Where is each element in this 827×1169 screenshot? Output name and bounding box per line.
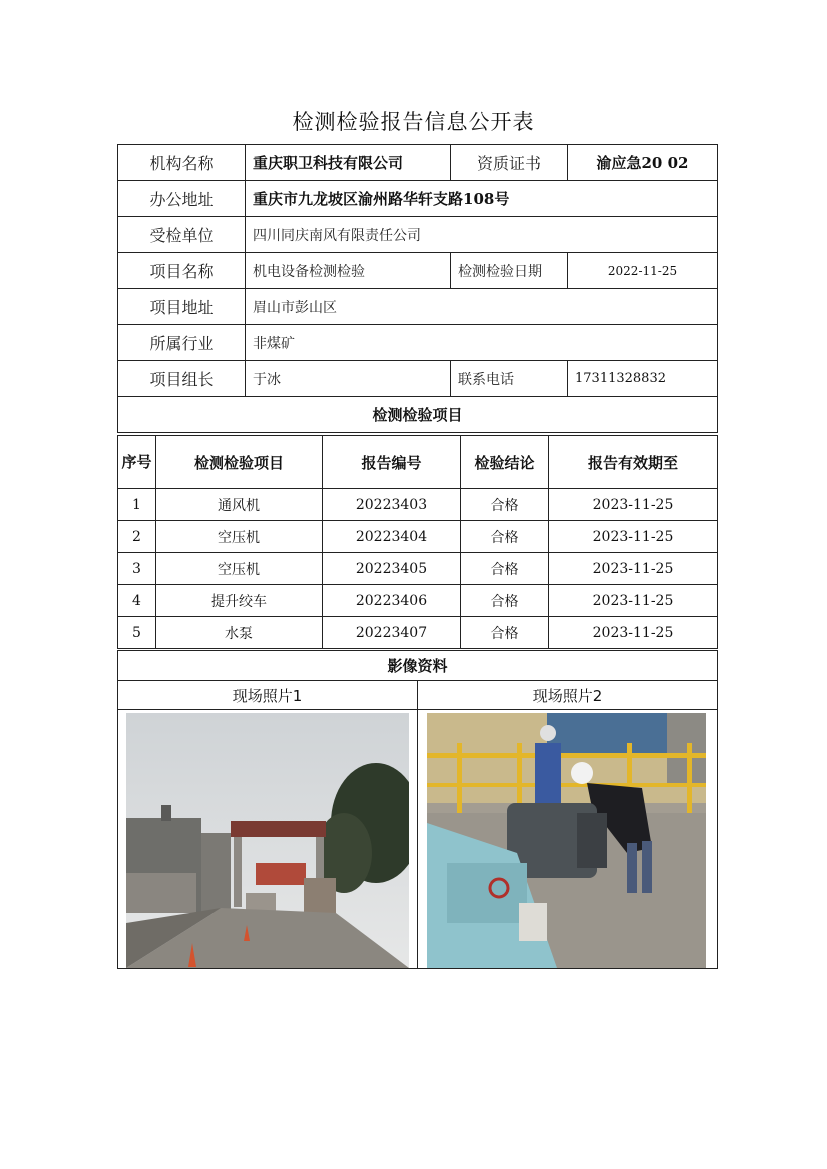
site-photo-2 (427, 713, 706, 968)
org-label: 机构名称 (118, 145, 246, 181)
project-value: 机电设备检测检验 (246, 253, 451, 289)
address-value: 重庆市九龙坡区渝州路华轩支路108号 (246, 181, 718, 217)
table-row (118, 489, 718, 521)
cert-value: 渝应急20 02 (568, 145, 718, 181)
photo2-label: 现场照片2 (418, 681, 718, 710)
site-photo-1 (126, 713, 409, 968)
leader-row (118, 361, 718, 397)
org-value: 重庆职卫科技有限公司 (246, 145, 451, 181)
row-conclusion: 合格 (461, 617, 549, 649)
project-label: 项目名称 (118, 253, 246, 289)
row-item: 空压机 (156, 553, 323, 585)
row-conclusion: 合格 (461, 553, 549, 585)
index-header: 序号 (118, 436, 156, 489)
valid-until-header: 报告有效期至 (549, 436, 718, 489)
media-section-title: 影像资料 (118, 651, 718, 681)
row-index: 3 (118, 553, 156, 585)
conclusion-header: 检验结论 (461, 436, 549, 489)
phone-value: 17311328832 (568, 361, 718, 397)
date-value: 2022-11-25 (568, 253, 718, 289)
row-conclusion: 合格 (461, 585, 549, 617)
project-row (118, 253, 718, 289)
items-section-title: 检测检验项目 (118, 397, 718, 433)
row-index: 4 (118, 585, 156, 617)
row-index: 2 (118, 521, 156, 553)
address-row (118, 181, 718, 217)
client-row (118, 217, 718, 253)
photo1-label: 现场照片1 (118, 681, 418, 710)
row-valid-until: 2023-11-25 (549, 585, 718, 617)
address-label: 办公地址 (118, 181, 246, 217)
row-report-no: 20223405 (323, 553, 461, 585)
date-label: 检测检验日期 (451, 253, 568, 289)
row-index: 5 (118, 617, 156, 649)
table-row (118, 553, 718, 585)
cert-label: 资质证书 (451, 145, 568, 181)
row-valid-until: 2023-11-25 (549, 617, 718, 649)
items-header-row (118, 436, 718, 489)
industry-row (118, 325, 718, 361)
client-value: 四川同庆南风有限责任公司 (246, 217, 718, 253)
row-item: 水泵 (156, 617, 323, 649)
item-header: 检测检验项目 (156, 436, 323, 489)
info-table (117, 144, 718, 433)
row-valid-until: 2023-11-25 (549, 553, 718, 585)
table-row (118, 521, 718, 553)
industry-label: 所属行业 (118, 325, 246, 361)
site-value: 眉山市彭山区 (246, 289, 718, 325)
page-title: 检测检验报告信息公开表 (292, 110, 535, 134)
row-item: 提升绞车 (156, 585, 323, 617)
row-item: 通风机 (156, 489, 323, 521)
row-report-no: 20223404 (323, 521, 461, 553)
row-report-no: 20223403 (323, 489, 461, 521)
row-conclusion: 合格 (461, 489, 549, 521)
row-index: 1 (118, 489, 156, 521)
row-item: 空压机 (156, 521, 323, 553)
client-label: 受检单位 (118, 217, 246, 253)
leader-label: 项目组长 (118, 361, 246, 397)
org-row (118, 145, 718, 181)
items-table (117, 435, 718, 649)
site-label: 项目地址 (118, 289, 246, 325)
site-row (118, 289, 718, 325)
row-valid-until: 2023-11-25 (549, 489, 718, 521)
table-row (118, 585, 718, 617)
row-valid-until: 2023-11-25 (549, 521, 718, 553)
leader-value: 于冰 (246, 361, 451, 397)
phone-label: 联系电话 (451, 361, 568, 397)
row-conclusion: 合格 (461, 521, 549, 553)
table-row (118, 617, 718, 649)
row-report-no: 20223406 (323, 585, 461, 617)
industry-value: 非煤矿 (246, 325, 718, 361)
report-no-header: 报告编号 (323, 436, 461, 489)
row-report-no: 20223407 (323, 617, 461, 649)
